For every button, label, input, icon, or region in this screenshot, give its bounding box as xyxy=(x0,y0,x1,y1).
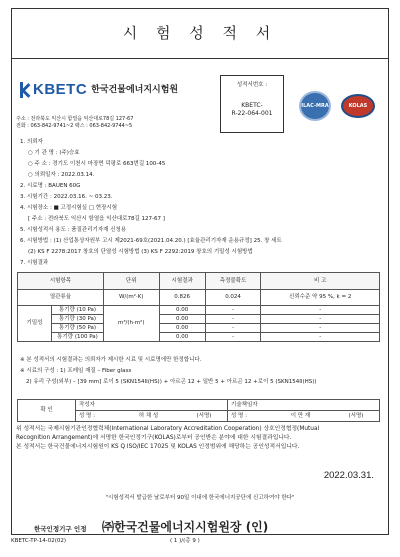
approver-title: 기술책임자 xyxy=(228,400,380,411)
document-title: 시 험 성 적 서 xyxy=(122,24,278,43)
signoff-label: 확 인 xyxy=(18,400,76,422)
kolas-logo-icon: KOLAS xyxy=(341,94,375,118)
airtight-label: 통기량 (50 Pa) xyxy=(52,324,104,333)
airtight-label: 통기량 (30 Pa) xyxy=(52,315,104,324)
certificate-frame xyxy=(11,8,389,535)
approver-signature: (서명) xyxy=(346,411,380,422)
writer-name: 허 채 성 xyxy=(104,411,194,422)
airtight-uncertainty: - xyxy=(205,324,261,333)
statement-block xyxy=(16,425,384,452)
cert-number-line1: KBETC- xyxy=(241,102,263,109)
writer-signature: (서명) xyxy=(194,411,228,422)
results-header-row xyxy=(18,273,380,290)
issue-date: 2022.03.31. xyxy=(323,470,374,481)
airtight-result: 0.00 xyxy=(159,333,205,342)
request-date: ○ 의뢰일자 : 2022.03.14. xyxy=(28,172,95,178)
airtight-unit: m³/(h·m²) xyxy=(104,306,160,342)
airtight-uncertainty: - xyxy=(205,333,261,342)
approver-name-label: 성 명 : xyxy=(228,411,256,422)
cert-number-box xyxy=(220,75,284,133)
accreditation-text: 한국인정기구 인정 xyxy=(34,525,87,533)
section-location: 4. 시험장소 : ■ 고정시험실 □ 현장시험 xyxy=(20,205,118,211)
note-scope: ※ 본 성적서의 시험결과는 의뢰자가 제시한 시료 및 시료명에만 한정합니다. xyxy=(20,357,202,363)
org-address: 주소 : 전라북도 익산시 함열읍 익산대로78길 127-67 xyxy=(16,116,134,122)
airtight-result: 0.00 xyxy=(159,324,205,333)
table-row xyxy=(18,315,380,324)
thermal-result: 0.826 xyxy=(159,290,205,306)
airtight-result: 0.00 xyxy=(159,306,205,315)
thermal-note: 신뢰수준 약 95 %, k = 2 xyxy=(261,290,380,306)
table-row xyxy=(18,306,380,315)
table-row xyxy=(18,324,380,333)
client-org: ○ 기 관 명 : (주)승효 xyxy=(28,150,80,156)
col-unit: 단위 xyxy=(104,273,160,290)
section-period: 3. 시험기간 : 2022.03.16. ~ 03.23. xyxy=(20,194,113,200)
org-name: 한국건물에너지시험원 xyxy=(91,84,179,95)
kbetc-logo-icon xyxy=(20,82,32,98)
table-row xyxy=(18,290,380,306)
table-row xyxy=(18,333,380,342)
note-glass: 2) 유리 구성(외부) – [39 mm] 로이 5 (SKN154II(HS)) + 아르곤 12 + 일반 5 + 아르곤 12 +로이 5 (SKN154II(HS)) xyxy=(26,379,317,385)
airtight-group: 기밀성 xyxy=(18,306,52,342)
section-method: 6. 시험방법 : (1) 산업통상자원부 고시 제2021-69호(2021.04.20.) [효율관리기자재 운용규정] 25. 창 세트 xyxy=(20,238,282,244)
col-result: 시험결과 xyxy=(159,273,205,290)
results-table xyxy=(17,272,380,342)
statement-line: 본 성적서는 한국건물에너지시험원이 KS Q ISO/IEC 17025 및 KOLAS 인정범위에 해당하는 공인성적서입니다. xyxy=(16,444,300,450)
thermal-uncertainty: 0.024 xyxy=(205,290,261,306)
col-item: 시험항목 xyxy=(18,273,104,290)
org-contact: 전화 : 063-842-9741~2 팩스 : 063-842-9744~5 xyxy=(16,123,133,129)
airtight-note: - xyxy=(261,315,380,324)
accreditation-badges xyxy=(294,91,380,121)
section-client: 1. 의뢰자 xyxy=(20,139,43,145)
thermal-unit: W/(m²·K) xyxy=(104,290,160,306)
writer-title: 작성자 xyxy=(76,400,228,411)
client-address: ○ 주 소 : 경기도 이천시 마장면 덕평로 663번길 100-45 xyxy=(28,161,166,167)
logo-wordmark: KBETC xyxy=(33,81,88,98)
title-box xyxy=(12,9,388,59)
note-composition: ※ 시료의 구성 : 1) 프레임 재질 – Fiber glass xyxy=(20,368,132,374)
institution-seal-text: ㈜한국건물에너지시험원장 (인) xyxy=(102,520,269,534)
thermal-item: 열관류율 xyxy=(18,290,104,306)
doc-code: KBETC-TP-14-02(02) xyxy=(11,538,67,544)
airtight-result: 0.00 xyxy=(159,315,205,324)
col-uncertainty: 측정불확도 xyxy=(205,273,261,290)
statement-line: Recognition Arrangement)에 서명한 한국인정기구(KOLAS)로부터 공인받은 분야에 대한 시험결과입니다. xyxy=(16,435,292,441)
signoff-title-row xyxy=(18,400,380,411)
section-sample: 2. 시료명 : BAUEN 60G xyxy=(20,183,81,189)
writer-name-label: 성 명 : xyxy=(76,411,104,422)
airtight-label: 통기량 (10 Pa) xyxy=(52,306,104,315)
section-results: 7. 시험결과 xyxy=(20,260,49,266)
airtight-note: - xyxy=(261,324,380,333)
location-address: [ 주소 : 전라북도 익산시 함열읍 익산대로78길 127-67 ] xyxy=(28,216,165,222)
airtight-note: - xyxy=(261,306,380,315)
airtight-uncertainty: - xyxy=(205,315,261,324)
cert-number xyxy=(221,102,283,118)
cert-number-label: 성적서번호 : xyxy=(236,82,268,88)
page-number: ( 1 )/(총 9 ) xyxy=(170,538,200,544)
signoff-table xyxy=(17,399,380,422)
airtight-note: - xyxy=(261,333,380,342)
section-purpose: 5. 시험성적서 용도 : 품질관리기자재 신청용 xyxy=(20,227,127,233)
org-logo xyxy=(20,81,178,100)
ilac-mra-logo-icon: ILAC-MRA xyxy=(299,91,331,121)
airtight-label: 통기량 (100 Pa) xyxy=(52,333,104,342)
approver-name: 이 만 재 xyxy=(256,411,346,422)
airtight-uncertainty: - xyxy=(205,306,261,315)
statement-line: 위 성적서는 국제시험기관인정협력체(International Laboratory Accreditation Cooperation) 상호인정협정(Mutual xyxy=(16,426,320,432)
header xyxy=(12,59,388,129)
col-note: 비 고 xyxy=(261,273,380,290)
method-detail: (2) KS F 2278:2017 창호의 단열성 시험방법 (3) KS F 2292:2019 창호의 기밀성 시험방법 xyxy=(28,249,253,255)
cert-number-line2: R-22-064-001 xyxy=(231,110,273,117)
footnote: "시험성적서 발급한 날로부터 90일 이내에 한국에너지공단에 신고하여야 한다" xyxy=(105,495,295,501)
org-address-block xyxy=(16,116,133,130)
